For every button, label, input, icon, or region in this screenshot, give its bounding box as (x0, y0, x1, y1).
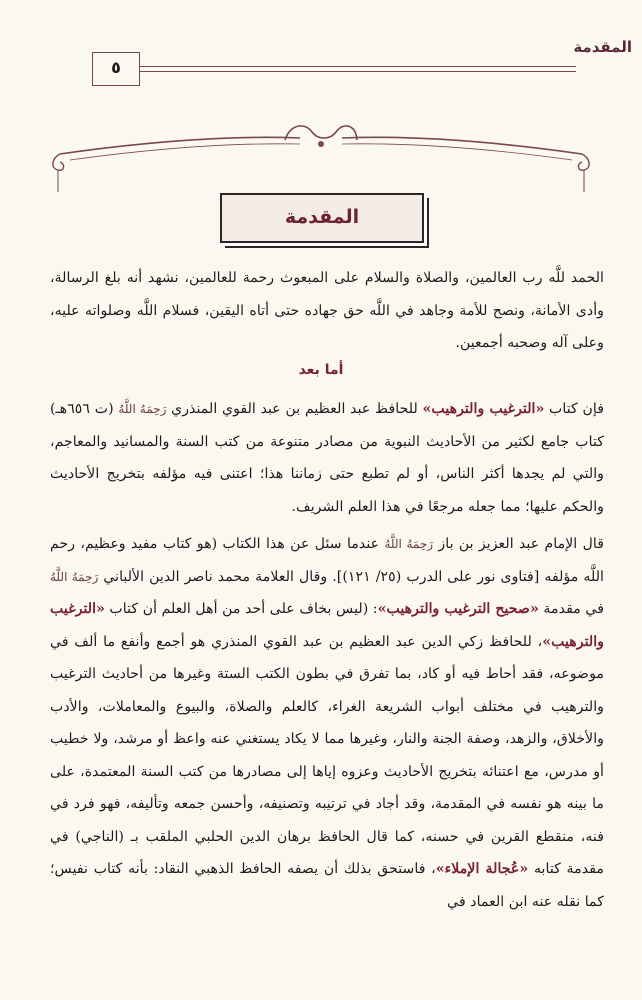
book-title-mention: «عُجالة الإملاء» (435, 861, 529, 877)
ornament-left-hook (53, 154, 64, 170)
intro-paragraph: الحمد للَّه رب العالمين، والصلاة والسلام على المبعوث رحمة للعالمين، نشهد أنه بلغ الرسالة، وأدى الأمانة، ونصح للأمة وجاهد في اللَّه حق جهاده حتى أتاه اليقين، فسلام اللَّه وصلواته عليه، وعلى آله وصحبه أجمعين. (50, 270, 604, 351)
para3-text-e: ، للحافظ زكي الدين عبد العظيم بن عبد القوي المنذري هو أجمع وأنفع ما ألف في موضوعه، فقد أحاط فيه أو كاد، بما تفرق في بطون الكتب الستة وغيرها من أحاديث الترغيب والترهيب في مختلف أبواب الشريعة الغراء، كالعلم والصلاة، والبيوع والمعاملات، والأدب والأخلاق، والزهد، وصفة الجنة والنار، وغيرها مما لا يكاد يستغني عنه واعظ أو مرشد، ولا خطيب أو مدرس، مع اعتنائه بتخريج الأحاديث وعزوه إياها إلى مصادرها من كتب السنة المعتمدة، على ما بينه هو نفسه في المقدمة، وقد أجاد في ترتيبه وتصنيفه، وأحسن جمعه وتأليفه، فهو فرد في فنه، منقطع القرين في حسنه، كما قال الحافظ برهان الدين الحلبي الملقب بـ (الناجي) في مقدمة كتابه (50, 633, 604, 877)
ornament-left-arc (60, 137, 300, 154)
ornament-right-hook (578, 154, 589, 170)
section-subheading: أما بعد (298, 362, 344, 378)
para3-text-b: عندما سئل عن هذا الكتاب (هو كتاب مفيد وعظيم، رحم اللَّه مؤلفه [فتاوى نور على الدرب (٢٥/ ١٢١)]. وقال العلامة محمد ناصر الدين الألباني (50, 536, 604, 585)
paragraph-about-book (50, 393, 604, 523)
para2-text-c: للحافظ عبد العظيم بن عبد القوي المنذري (166, 401, 423, 417)
para3-text-f: ، فاستحق بذلك أن يصفه الحافظ الذهبي النقاد: بأنه كتاب نفيس؛ كما نقله عنه ابن العماد في (50, 861, 604, 910)
para2-text-d: (ت ٦٥٦هـ) كتاب جامع لكثير من الأحاديث النبوية من مصادر متنوعة من كتب السنة والمسانيد والمعاجم، والتي لم يجدها أكثر الناس، أو لم تطبع حتى زماننا هذا؛ اعتنى فيه مؤلفه بتخريج الأحاديث والحكم عليها؛ مما جعله مرجعًا في هذا العلم الشريف. (50, 401, 604, 515)
paragraph-scholar-quotes (50, 528, 604, 918)
para2-text-a: فإن كتاب (544, 401, 604, 417)
book-title-mention: «الترغيب والترهيب» (50, 601, 604, 650)
chapter-title: المقدمة (220, 193, 424, 243)
ornament-right-arc (342, 137, 582, 154)
rahimahullah-glyph: رَحِمَهُ اللَّهُ (118, 402, 167, 416)
ornament-right-arc-inner (342, 144, 572, 160)
para3-text-d: : (ليس بخاف على أحد من أهل العلم أن كتاب (104, 601, 378, 617)
rahimahullah-glyph: رَحِمَهُ اللَّهُ (384, 537, 434, 551)
para3-text-a: قال الإمام عبد العزيز بن باز (433, 536, 604, 552)
ornament-center-dot (318, 141, 324, 147)
running-header-title: المقدمة (573, 38, 632, 56)
para3-text-c: في مقدمة (538, 601, 605, 617)
book-title-mention: «الترغيب والترهيب» (422, 401, 545, 417)
page-number: ٥ (92, 52, 140, 86)
book-title-mention: «صحيح الترغيب والترهيب» (377, 601, 539, 617)
ornament-left-arc-inner (70, 144, 300, 160)
header-rule (92, 66, 576, 72)
rahimahullah-glyph: رَحِمَهُ اللَّهُ (50, 569, 99, 584)
